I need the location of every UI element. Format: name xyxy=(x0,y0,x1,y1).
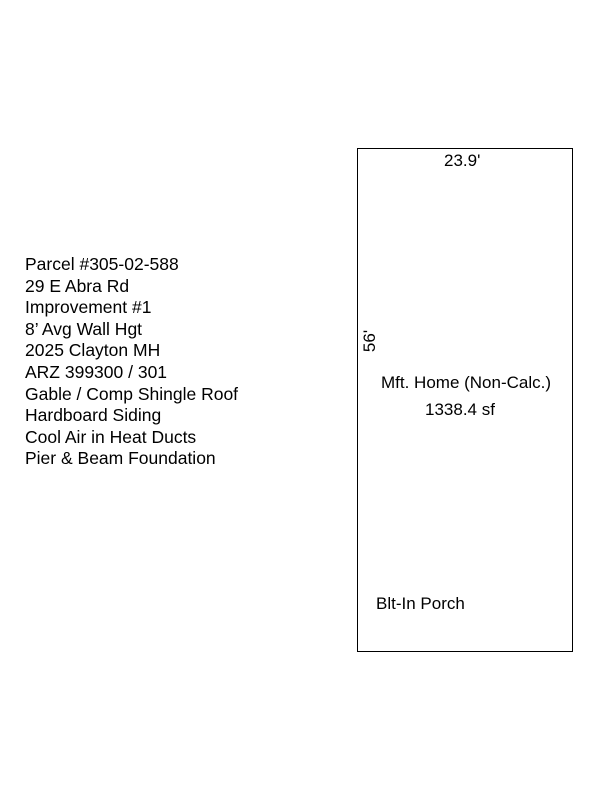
property-info-list xyxy=(25,254,238,470)
improvement-number: Improvement #1 xyxy=(25,297,152,318)
cooling-type: Cool Air in Heat Ducts xyxy=(25,426,197,447)
area-size-label: 1338.4 sf xyxy=(425,400,495,419)
width-dimension-label: 23.9' xyxy=(444,151,481,170)
wall-height: 8’ Avg Wall Hgt xyxy=(25,318,143,339)
arz-number: ARZ 399300 / 301 xyxy=(25,361,168,382)
street-address: 29 E Abra Rd xyxy=(25,275,130,296)
length-dimension-label: 56' xyxy=(360,329,380,353)
porch-label: Blt-In Porch xyxy=(376,594,465,613)
parcel-number: Parcel #305-02-588 xyxy=(25,254,179,274)
area-name-label: Mft. Home (Non-Calc.) xyxy=(381,373,552,392)
foundation-type: Pier & Beam Foundation xyxy=(25,448,216,469)
siding-type: Hardboard Siding xyxy=(25,405,162,426)
home-model: 2025 Clayton MH xyxy=(25,340,161,361)
roof-type: Gable / Comp Shingle Roof xyxy=(25,383,239,404)
